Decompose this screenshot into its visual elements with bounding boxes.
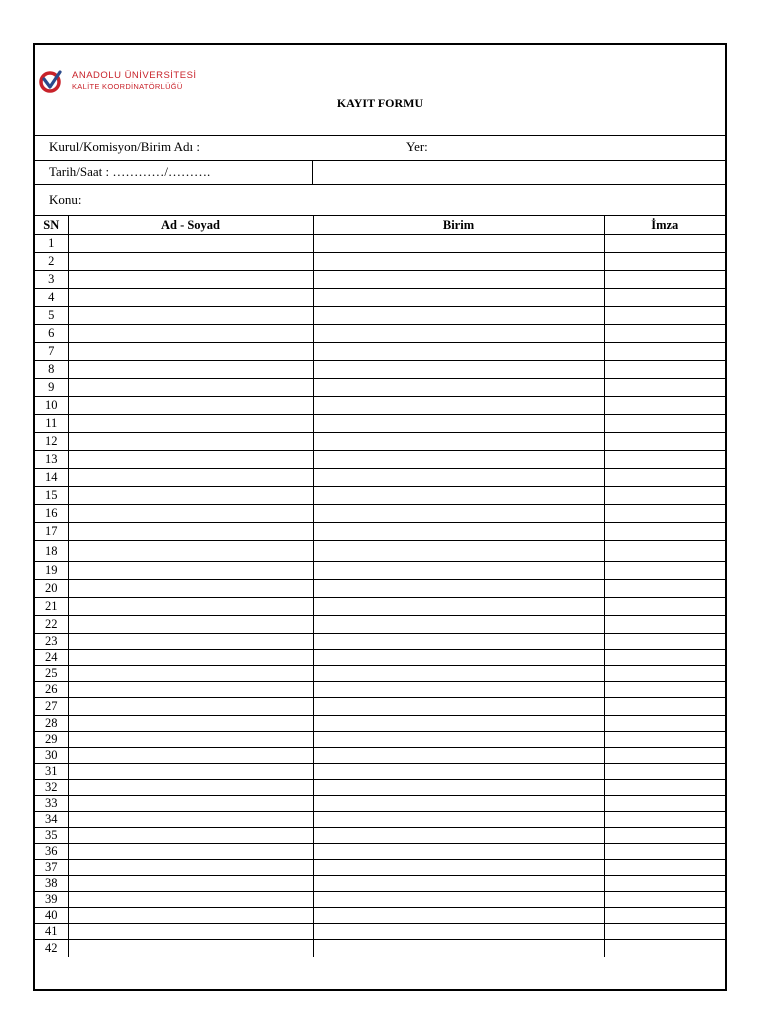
cell-ad-soyad[interactable] (68, 343, 313, 361)
row-number: 2 (35, 253, 68, 271)
cell-birim[interactable] (313, 253, 604, 271)
cell-imza[interactable] (604, 379, 725, 397)
table-row (35, 289, 725, 307)
cell-imza[interactable] (604, 860, 725, 876)
cell-birim[interactable] (313, 307, 604, 325)
cell-ad-soyad[interactable] (68, 523, 313, 541)
table-row (35, 892, 725, 908)
cell-imza[interactable] (604, 634, 725, 650)
table-row (35, 876, 725, 892)
cell-imza[interactable] (604, 844, 725, 860)
cell-imza[interactable] (604, 796, 725, 812)
cell-birim[interactable] (313, 698, 604, 716)
cell-imza[interactable] (604, 892, 725, 908)
row-number: 20 (35, 580, 68, 598)
logo-unit-name: KALİTE KOORDİNATÖRLÜĞÜ (72, 82, 183, 91)
cell-imza[interactable] (604, 650, 725, 666)
row-number: 23 (35, 634, 68, 650)
cell-imza[interactable] (604, 487, 725, 505)
cell-ad-soyad[interactable] (68, 325, 313, 343)
cell-birim[interactable] (313, 716, 604, 732)
table-row (35, 796, 725, 812)
row-number: 17 (35, 523, 68, 541)
table-row (35, 562, 725, 580)
row-number: 36 (35, 844, 68, 860)
cell-birim[interactable] (313, 748, 604, 764)
cell-birim[interactable] (313, 616, 604, 634)
cell-birim[interactable] (313, 505, 604, 523)
cell-imza[interactable] (604, 828, 725, 844)
table-row (35, 505, 725, 523)
cell-birim[interactable] (313, 433, 604, 451)
cell-ad-soyad[interactable] (68, 397, 313, 415)
table-row (35, 397, 725, 415)
cell-ad-soyad[interactable] (68, 487, 313, 505)
cell-birim[interactable] (313, 844, 604, 860)
table-row (35, 523, 725, 541)
row-number: 14 (35, 469, 68, 487)
konu-label: Konu: (49, 192, 82, 207)
cell-birim[interactable] (313, 666, 604, 682)
table-row (35, 634, 725, 650)
cell-ad-soyad[interactable] (68, 289, 313, 307)
form-title: KAYIT FORMU (336, 96, 424, 110)
row-number: 37 (35, 860, 68, 876)
cell-imza[interactable] (604, 908, 725, 924)
cell-birim[interactable] (313, 650, 604, 666)
row-number: 41 (35, 924, 68, 940)
row-number: 25 (35, 666, 68, 682)
table-row (35, 716, 725, 732)
cell-imza[interactable] (604, 541, 725, 562)
row-number: 19 (35, 562, 68, 580)
cell-imza[interactable] (604, 469, 725, 487)
cell-imza[interactable] (604, 415, 725, 433)
cell-ad-soyad[interactable] (68, 860, 313, 876)
table-row (35, 469, 725, 487)
row-number: 13 (35, 451, 68, 469)
cell-birim[interactable] (313, 580, 604, 598)
table-row (35, 307, 725, 325)
cell-imza[interactable] (604, 924, 725, 940)
row-number: 21 (35, 598, 68, 616)
cell-ad-soyad[interactable] (68, 650, 313, 666)
row-number: 32 (35, 780, 68, 796)
cell-birim[interactable] (313, 487, 604, 505)
cell-imza[interactable] (604, 361, 725, 379)
cell-ad-soyad[interactable] (68, 562, 313, 580)
cell-ad-soyad[interactable] (68, 812, 313, 828)
university-logo-icon (38, 69, 68, 93)
table-row (35, 780, 725, 796)
table-row (35, 844, 725, 860)
cell-ad-soyad[interactable] (68, 732, 313, 748)
cell-ad-soyad[interactable] (68, 682, 313, 698)
cell-birim[interactable] (313, 908, 604, 924)
logo-university-name: ANADOLU ÜNİVERSİTESİ (72, 70, 197, 81)
row-number: 10 (35, 397, 68, 415)
cell-birim[interactable] (313, 541, 604, 562)
cell-ad-soyad[interactable] (68, 235, 313, 253)
cell-birim[interactable] (313, 682, 604, 698)
yer-label: Yer: (406, 139, 428, 154)
row-konu (35, 185, 725, 216)
cell-imza[interactable] (604, 523, 725, 541)
logo-text (72, 70, 197, 92)
row-divider (312, 161, 313, 184)
cell-imza[interactable] (604, 940, 725, 957)
cell-ad-soyad[interactable] (68, 666, 313, 682)
header-sn: SN (35, 216, 68, 235)
cell-ad-soyad[interactable] (68, 505, 313, 523)
cell-birim[interactable] (313, 940, 604, 957)
cell-ad-soyad[interactable] (68, 634, 313, 650)
row-tarih (35, 161, 725, 185)
cell-imza[interactable] (604, 764, 725, 780)
cell-imza[interactable] (604, 748, 725, 764)
cell-birim[interactable] (313, 235, 604, 253)
cell-ad-soyad[interactable] (68, 940, 313, 957)
row-number: 34 (35, 812, 68, 828)
cell-birim[interactable] (313, 469, 604, 487)
row-number: 6 (35, 325, 68, 343)
table-row (35, 325, 725, 343)
cell-ad-soyad[interactable] (68, 924, 313, 940)
cell-ad-soyad[interactable] (68, 253, 313, 271)
cell-imza[interactable] (604, 616, 725, 634)
cell-birim[interactable] (313, 325, 604, 343)
cell-birim[interactable] (313, 796, 604, 812)
table-row (35, 361, 725, 379)
cell-imza[interactable] (604, 580, 725, 598)
row-number: 31 (35, 764, 68, 780)
cell-ad-soyad[interactable] (68, 616, 313, 634)
cell-birim[interactable] (313, 876, 604, 892)
cell-imza[interactable] (604, 780, 725, 796)
cell-imza[interactable] (604, 598, 725, 616)
row-number: 15 (35, 487, 68, 505)
table-row (35, 940, 725, 957)
table-row (35, 924, 725, 940)
row-number: 16 (35, 505, 68, 523)
table-row (35, 343, 725, 361)
cell-imza[interactable] (604, 307, 725, 325)
table-header-row (35, 216, 725, 235)
cell-birim[interactable] (313, 924, 604, 940)
cell-ad-soyad[interactable] (68, 780, 313, 796)
cell-imza[interactable] (604, 666, 725, 682)
row-number: 12 (35, 433, 68, 451)
cell-birim[interactable] (313, 397, 604, 415)
row-number: 3 (35, 271, 68, 289)
cell-ad-soyad[interactable] (68, 415, 313, 433)
cell-birim[interactable] (313, 562, 604, 580)
table-row (35, 235, 725, 253)
table-row (35, 487, 725, 505)
table-row (35, 598, 725, 616)
table-row (35, 415, 725, 433)
cell-imza[interactable] (604, 289, 725, 307)
cell-imza[interactable] (604, 876, 725, 892)
cell-birim[interactable] (313, 828, 604, 844)
header-ad-soyad: Ad - Soyad (68, 216, 313, 235)
cell-birim[interactable] (313, 289, 604, 307)
table-row (35, 616, 725, 634)
cell-ad-soyad[interactable] (68, 748, 313, 764)
cell-imza[interactable] (604, 505, 725, 523)
cell-imza[interactable] (604, 682, 725, 698)
cell-ad-soyad[interactable] (68, 451, 313, 469)
table-row (35, 271, 725, 289)
cell-imza[interactable] (604, 235, 725, 253)
cell-imza[interactable] (604, 433, 725, 451)
cell-ad-soyad[interactable] (68, 892, 313, 908)
cell-birim[interactable] (313, 343, 604, 361)
row-number: 11 (35, 415, 68, 433)
cell-imza[interactable] (604, 716, 725, 732)
cell-imza[interactable] (604, 397, 725, 415)
cell-birim[interactable] (313, 634, 604, 650)
cell-birim[interactable] (313, 451, 604, 469)
row-number: 42 (35, 940, 68, 957)
header-imza: İmza (604, 216, 725, 235)
cell-ad-soyad[interactable] (68, 698, 313, 716)
row-number: 38 (35, 876, 68, 892)
row-number: 4 (35, 289, 68, 307)
cell-ad-soyad[interactable] (68, 580, 313, 598)
table-row (35, 650, 725, 666)
cell-imza[interactable] (604, 271, 725, 289)
cell-imza[interactable] (604, 732, 725, 748)
row-number: 7 (35, 343, 68, 361)
row-number: 1 (35, 235, 68, 253)
row-number: 40 (35, 908, 68, 924)
cell-ad-soyad[interactable] (68, 908, 313, 924)
attendance-table (35, 216, 725, 957)
cell-imza[interactable] (604, 343, 725, 361)
row-number: 24 (35, 650, 68, 666)
form-frame (33, 43, 727, 991)
table-row (35, 682, 725, 698)
cell-imza[interactable] (604, 253, 725, 271)
cell-birim[interactable] (313, 379, 604, 397)
cell-ad-soyad[interactable] (68, 844, 313, 860)
cell-imza[interactable] (604, 562, 725, 580)
row-number: 18 (35, 541, 68, 562)
form-header (35, 45, 725, 136)
cell-birim[interactable] (313, 523, 604, 541)
table-row (35, 580, 725, 598)
table-row (35, 764, 725, 780)
cell-ad-soyad[interactable] (68, 764, 313, 780)
row-number: 9 (35, 379, 68, 397)
cell-ad-soyad[interactable] (68, 796, 313, 812)
cell-birim[interactable] (313, 361, 604, 379)
cell-ad-soyad[interactable] (68, 469, 313, 487)
table-row (35, 379, 725, 397)
header-birim: Birim (313, 216, 604, 235)
row-number: 39 (35, 892, 68, 908)
table-row (35, 451, 725, 469)
cell-ad-soyad[interactable] (68, 598, 313, 616)
row-number: 30 (35, 748, 68, 764)
cell-birim[interactable] (313, 732, 604, 748)
cell-ad-soyad[interactable] (68, 433, 313, 451)
row-number: 26 (35, 682, 68, 698)
row-number: 5 (35, 307, 68, 325)
row-number: 29 (35, 732, 68, 748)
cell-birim[interactable] (313, 812, 604, 828)
cell-ad-soyad[interactable] (68, 541, 313, 562)
cell-birim[interactable] (313, 860, 604, 876)
table-row (35, 433, 725, 451)
cell-imza[interactable] (604, 812, 725, 828)
cell-ad-soyad[interactable] (68, 361, 313, 379)
row-number: 8 (35, 361, 68, 379)
cell-ad-soyad[interactable] (68, 307, 313, 325)
cell-imza[interactable] (604, 325, 725, 343)
cell-birim[interactable] (313, 780, 604, 796)
table-row (35, 812, 725, 828)
tarih-label: Tarih/Saat : …………/………. (49, 164, 211, 179)
table-row (35, 748, 725, 764)
row-number: 28 (35, 716, 68, 732)
cell-birim[interactable] (313, 598, 604, 616)
kurul-label: Kurul/Komisyon/Birim Adı : (49, 139, 200, 154)
cell-imza[interactable] (604, 698, 725, 716)
table-row (35, 541, 725, 562)
logo (38, 69, 197, 93)
row-kurul-yer (35, 136, 725, 161)
row-number: 27 (35, 698, 68, 716)
row-number: 33 (35, 796, 68, 812)
table-row (35, 253, 725, 271)
cell-birim[interactable] (313, 415, 604, 433)
cell-imza[interactable] (604, 451, 725, 469)
table-row (35, 828, 725, 844)
table-row (35, 908, 725, 924)
cell-ad-soyad[interactable] (68, 379, 313, 397)
cell-ad-soyad[interactable] (68, 876, 313, 892)
cell-birim[interactable] (313, 892, 604, 908)
cell-ad-soyad[interactable] (68, 828, 313, 844)
table-row (35, 860, 725, 876)
cell-birim[interactable] (313, 271, 604, 289)
cell-ad-soyad[interactable] (68, 271, 313, 289)
table-row (35, 666, 725, 682)
row-number: 35 (35, 828, 68, 844)
row-number: 22 (35, 616, 68, 634)
table-row (35, 732, 725, 748)
cell-ad-soyad[interactable] (68, 716, 313, 732)
cell-birim[interactable] (313, 764, 604, 780)
table-row (35, 698, 725, 716)
